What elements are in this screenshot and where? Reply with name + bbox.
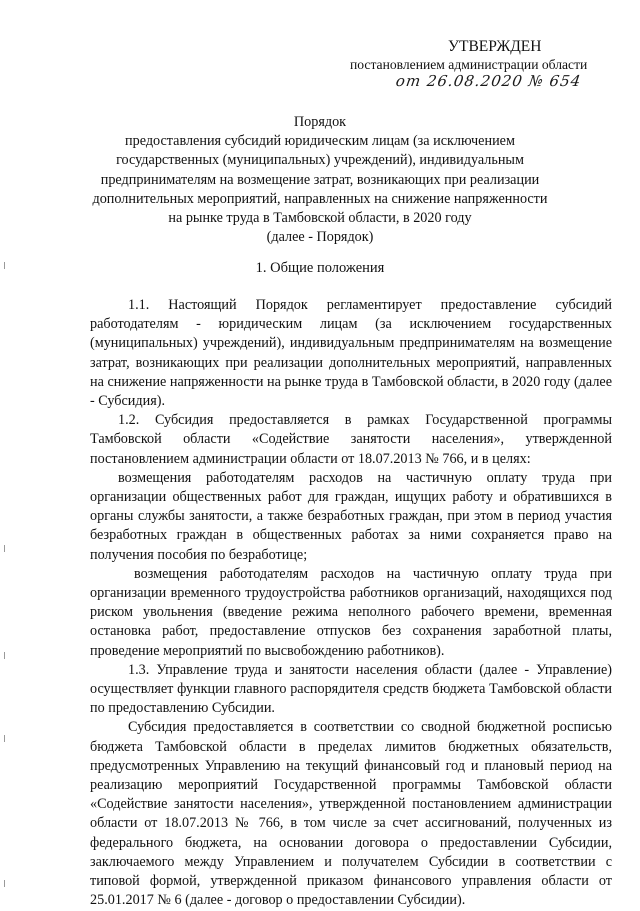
scan-margin-mark: [4, 652, 5, 659]
scan-margin-mark: [4, 262, 5, 269]
paragraph-1-2: 1.2. Субсидия предоставляется в рамках Государственной программы Тамбовской области «Содействие занятости населения», утвержденной постановлением администрации области от 18.07.2013 № 766, и в целях:: [90, 412, 612, 467]
title-line: предоставления субсидий юридическим лицам (за исключением: [125, 133, 515, 150]
section-heading: 1. Общие положения: [255, 260, 385, 276]
approval-line: постановлением администрации области: [350, 57, 588, 72]
title-line: (далее - Порядок): [266, 229, 374, 246]
title-main: Порядок: [293, 114, 347, 130]
handwritten-date-number: от 26.08.2020 № 654: [394, 72, 583, 90]
scan-margin-mark: [4, 735, 5, 742]
paragraph-goal-public-works: возмещения работодателям расходов на частичную оплату труда при организации общественных работ для граждан, ищущих работу и обратившихся в органы службы занятости, а также безработных граждан, при этом в период участия безработных граждан в общественных работах за ними сохраняется право на получения пособия по безработице;: [90, 469, 612, 563]
title-line: государственных (муниципальных) учреждений), индивидуальным: [116, 152, 524, 169]
document-title: [70, 113, 570, 247]
approval-heading: УТВЕРЖДЕН: [448, 38, 542, 55]
scan-margin-mark: [4, 880, 5, 887]
paragraph-subsidy-funding: Субсидия предоставляется в соответствии со сводной бюджетной росписью бюджета Тамбовской области в пределах лимитов бюджетных обязательств, предусмотренных Управлению на текущий финансовый год и плановый период на реализацию мероприятий Государственной программы Тамбовской области «Содействие занятости населения», утвержденной постановлением администрации области от 18.07.2013 № 766, в том числе за счет ассигнований, полученных из федерального бюджета, на основании договора о предоставлении Субсидии, заключаемого между Управлением и получателем Субсидии в соответствии с типовой формой, утвержденной приказом финансового управления области от 25.01.2017 № 6 (далее - договор о предоставлении Субсидии).: [90, 719, 612, 909]
paragraph-1-1: 1.1. Настоящий Порядок регламентирует предоставление субсидий работодателям - юридическим лицам (за исключением государственных (муниципальных) учреждений), индивидуальным предпринимателям на возмещение затрат, возникающих при реализации дополнительных мероприятий, направленных на снижение напряженности на рынке труда в Тамбовской области, в 2020 году (далее - Субсидия).: [90, 297, 612, 410]
paragraph-1-3: 1.3. Управление труда и занятости населения области (далее - Управление) осуществляет функции главного распорядителя средств бюджета Тамбовской области по предоставлению Субсидии.: [90, 661, 612, 717]
title-line: дополнительных мероприятий, направленных на снижение напряженности: [92, 190, 548, 207]
section-body: [90, 296, 612, 911]
title-line: на рынке труда в Тамбовской области, в 2020 году: [168, 210, 472, 227]
title-line: предпринимателям на возмещение затрат, возникающих при реализации: [100, 171, 540, 188]
paragraph-goal-temporary-employment: возмещения работодателям расходов на частичную оплату труда при организации временного трудоустройства работников организаций, находящихся под риском увольнения (введение режима неполного рабочего времени, временная остановка работ, предоставление отпусков без сохранения заработной платы, проведение мероприятий по высвобождению работников).: [90, 565, 612, 659]
scan-margin-mark: [4, 545, 5, 552]
